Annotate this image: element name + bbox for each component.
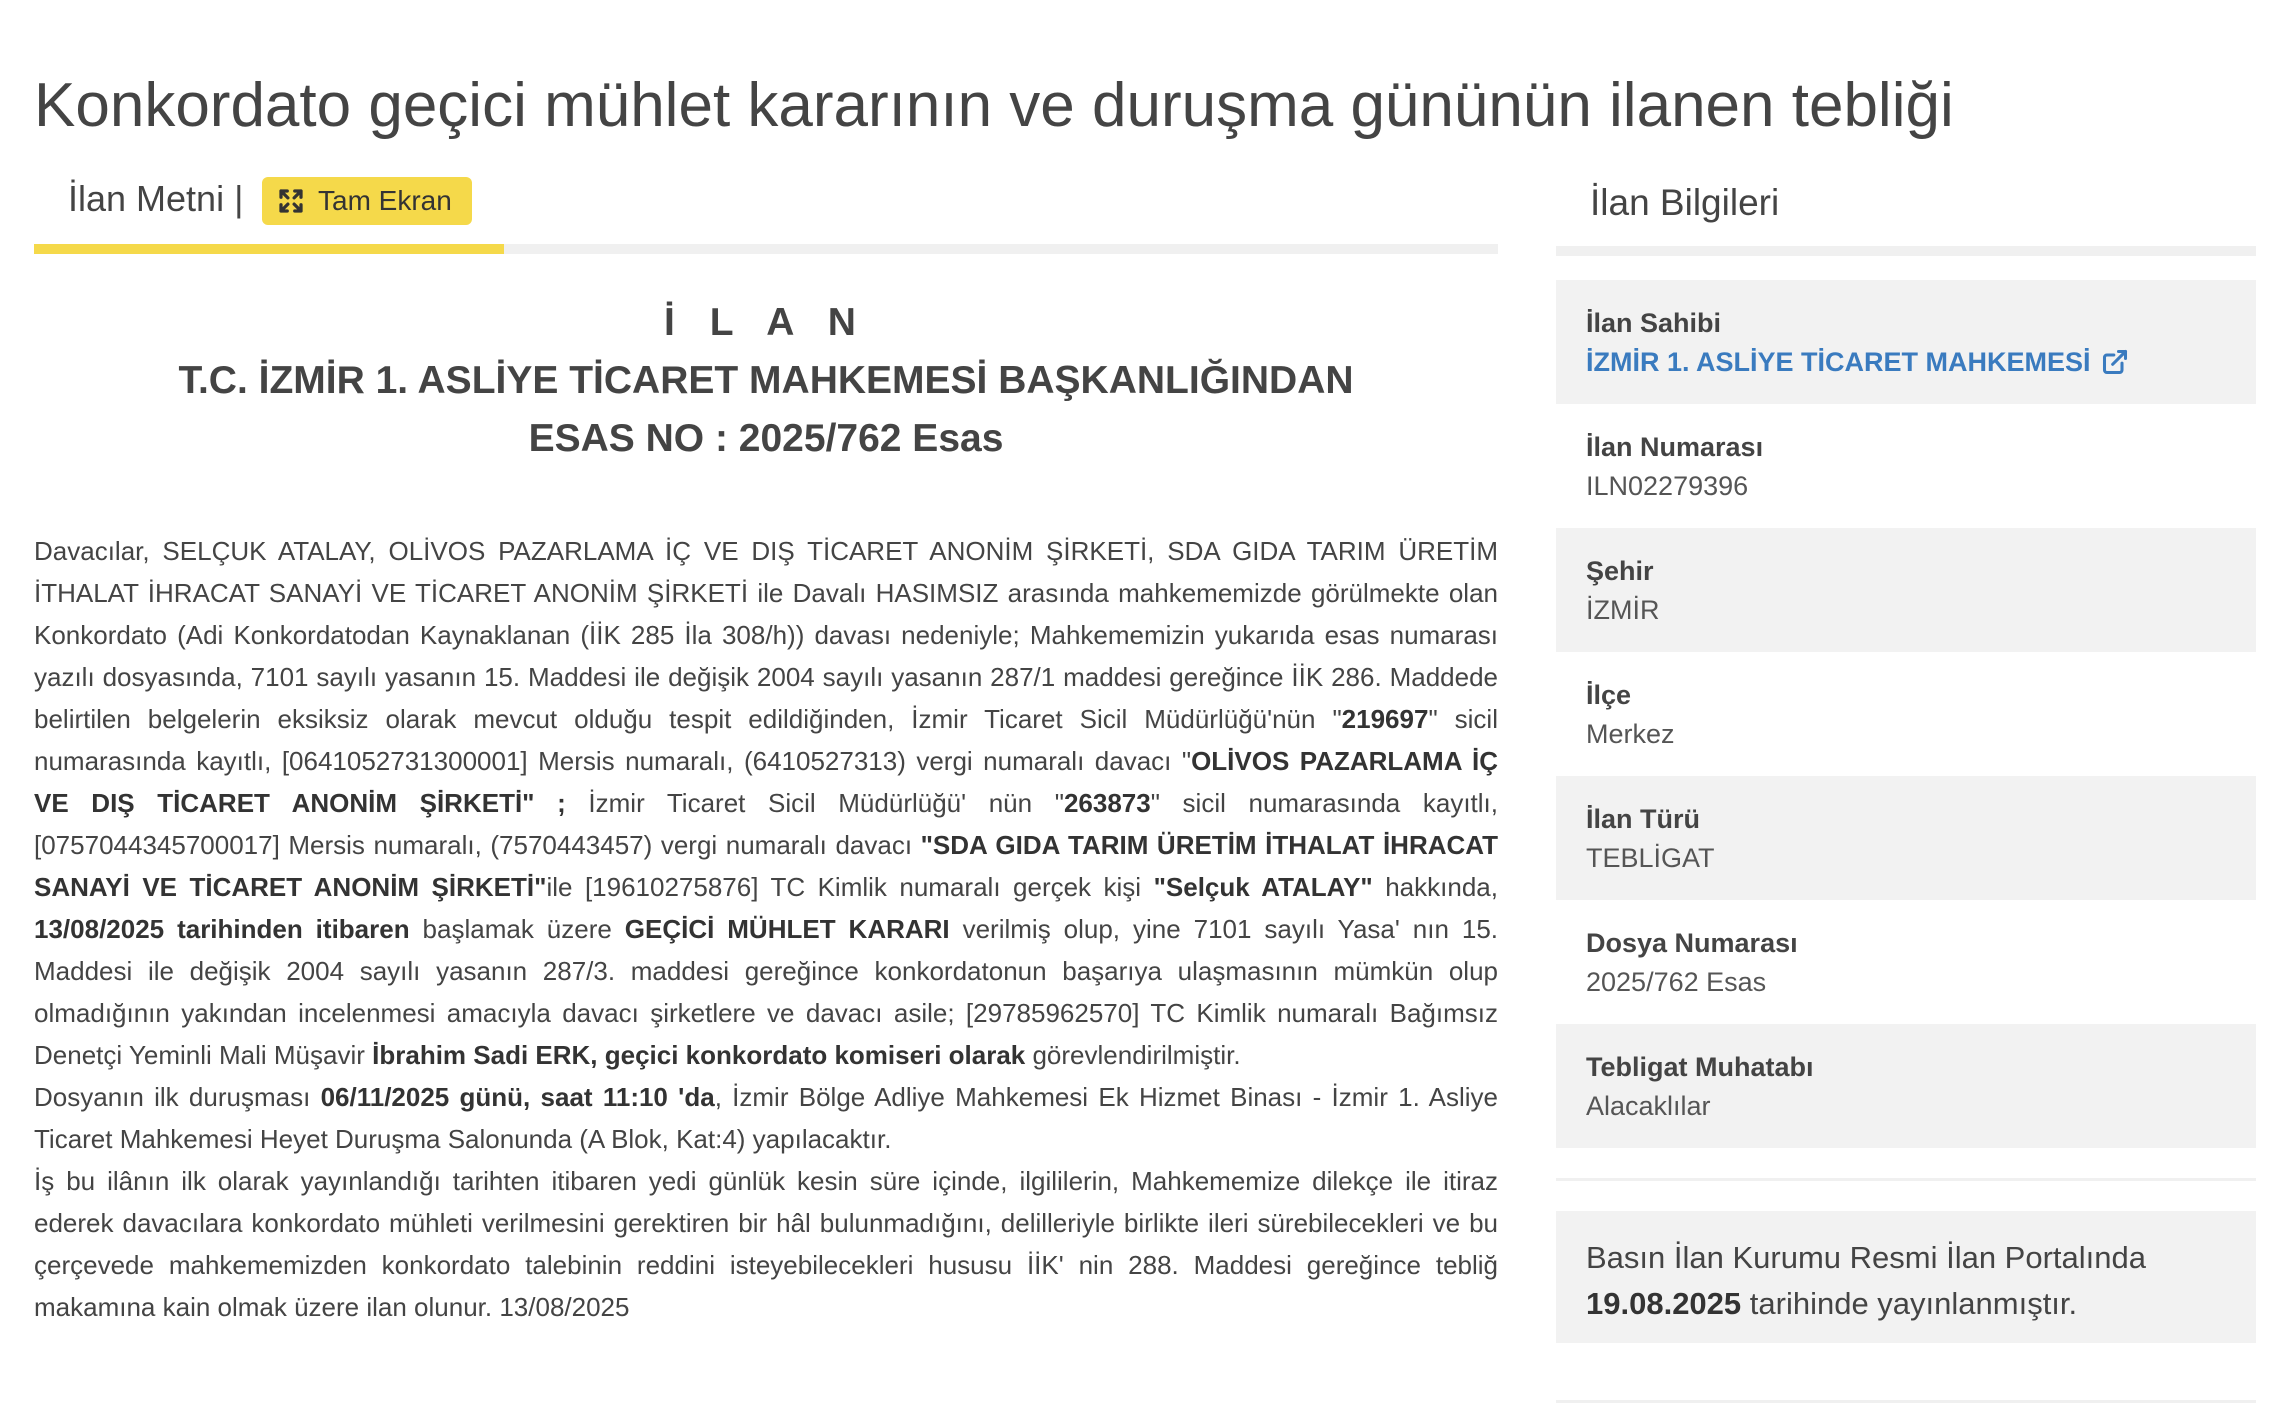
page-title: Konkordato geçici mühlet kararının ve duruşma gününün ilanen tebliği <box>34 70 1954 140</box>
publication-date: 19.08.2025 <box>1586 1286 1742 1321</box>
info-column <box>1556 150 2256 1343</box>
notice-paragraph-3: İş bu ilânın ilk olarak yayınlandığı tarihten itibaren yedi günlük kesin süre içinde, ilgililerin, Mahkememize dilekçe ile itiraz ederek davacılara konkordato mühleti verilmesini gerektiren bir hâl bulunmadığını, delilleriyle birlikte ileri sürebilecekleri ve bu çerçevede mahkememizden konkordato talebinin reddini isteyebilecekleri hususu İİK' nin 288. Maddesi gereğince tebliğ makamına kain olmak üzere ilan olunur. 13/08/2025 <box>34 1166 1498 1322</box>
bottom-divider <box>1556 1400 2256 1403</box>
publication-prefix: Basın İlan Kurumu Resmi İlan Portalında <box>1586 1240 2146 1275</box>
info-label: İlan Sahibi <box>1586 308 1722 338</box>
info-item-owner <box>1556 280 2256 404</box>
info-value: TEBLİGAT <box>1586 843 1715 873</box>
notice-case-number: ESAS NO : 2025/762 Esas <box>528 417 1004 460</box>
info-value: Alacaklılar <box>1586 1091 1711 1121</box>
publication-suffix: tarihinde yayınlanmıştır. <box>1741 1286 2078 1321</box>
info-item-file-number <box>1556 900 2256 1024</box>
notice-body <box>34 530 1498 1328</box>
notice-paragraph-1: Davacılar, SELÇUK ATALAY, OLİVOS PAZARLAMA İÇ VE DIŞ TİCARET ANONİM ŞİRKETİ, SDA GIDA TARIM ÜRETİM İTHALAT İHRACAT SANAYİ VE TİCARET ANONİM ŞİRKETİ ile Davalı HASIMSIZ arasında mahkememizde görülmekte olan Konkordato (Adi Konkordatodan Kaynaklanan (İİK 285 İla 308/h)) davası nedeniyle; Mahkememizin yukarıda esas numarası yazılı dosyasında, 7101 sayılı yasanın 15. Maddesi ile değişik 2004 sayılı yasanın 287/1 maddesi gereğince İİK 286. Maddede belirtilen belgelerin eksiksiz olarak mevcut olduğu tespit edildiğinden, İzmir Ticaret Sicil Müdürlüğü'nün "219697" sicil numarasında kayıtlı, [0641052731300001] Mersis numaralı, (6410527313) vergi numaralı davacı "OLİVOS PAZARLAMA İÇ VE DIŞ TİCARET ANONİM ŞİRKETİ" ; İzmir Ticaret Sicil Müdürlüğü' nün "263873" sicil numarasında kayıtlı, [0757044345700017] Mersis numaralı, (7570443457) vergi numaralı davacı "SDA GIDA TARIM ÜRETİM İTHALAT İHRACAT SANAYİ VE TİCARET ANONİM ŞİRKETİ"ile [19610275876] TC Kimlik numaralı gerçek kişi "Selçuk ATALAY" hakkında, 13/08/2025 tarihinden itibaren başlamak üzere GEÇİCİ MÜHLET KARARI verilmiş olup, yine 7101 sayılı Yasa' nın 15. Maddesi ile değişik 2004 sayılı yasanın 287/3. maddesi gereğince konkordatonun başarıya ulaşmasının mümkün olup olmadığının yakından incelenmesi amacıyla davacı şirketlere ve davacı asile; [29785962570] TC Kimlik numaralı Bağımsız Denetçi Yeminli Mali Müşavir İbrahim Sadi ERK, geçici konkordato komiseri olarak görevlendirilmiştir. <box>34 536 1499 1070</box>
expand-arrows-icon <box>276 186 306 216</box>
info-value: İZMİR <box>1586 595 1660 625</box>
info-label: İlçe <box>1586 680 1632 710</box>
notice-court: T.C. İZMİR 1. ASLİYE TİCARET MAHKEMESİ BAŞKANLIĞINDAN <box>178 359 1354 402</box>
info-underline <box>1556 246 2256 256</box>
info-value: Merkez <box>1586 719 1675 749</box>
notice-tab-bar <box>34 150 1498 254</box>
external-link-icon <box>2101 348 2129 376</box>
info-label: Tebligat Muhatabı <box>1586 1052 1814 1082</box>
info-value: 2025/762 Esas <box>1586 967 1767 997</box>
publication-notice <box>1556 1211 2256 1343</box>
info-item-notice-number <box>1556 404 2256 528</box>
tab-active-indicator <box>34 244 504 254</box>
info-item-notice-type <box>1556 776 2256 900</box>
info-label: Şehir <box>1586 556 1654 586</box>
info-divider <box>1556 1178 2256 1181</box>
info-header <box>1556 150 2256 256</box>
notice-paragraph-2: Dosyanın ilk duruşması 06/11/2025 günü, saat 11:10 'da, İzmir Bölge Adliye Mahkemesi Ek Hizmet Binası - İzmir 1. Asliye Ticaret Mahkemesi Heyet Duruşma Salonunda (A Blok, Kat:4) yapılacaktır. <box>34 1082 1498 1154</box>
info-item-recipient <box>1556 1024 2256 1148</box>
info-label: İlan Türü <box>1586 804 1700 834</box>
info-list <box>1556 280 2256 1148</box>
tab-notice-text[interactable]: İlan Metni | <box>68 178 244 219</box>
owner-link[interactable] <box>1586 342 2226 382</box>
owner-link-text: İZMİR 1. ASLİYE TİCARET MAHKEMESİ <box>1586 347 2091 377</box>
info-item-city <box>1556 528 2256 652</box>
notice-column <box>34 150 1498 1328</box>
info-label: İlan Numarası <box>1586 432 1764 462</box>
notice-header <box>34 294 1498 468</box>
notice-heading: İ L A N <box>664 301 868 344</box>
info-value: ILN02279396 <box>1586 471 1749 501</box>
fullscreen-button[interactable] <box>262 177 472 225</box>
info-title: İlan Bilgileri <box>1590 182 1780 223</box>
info-item-district <box>1556 652 2256 776</box>
fullscreen-button-label: Tam Ekran <box>318 185 452 216</box>
info-label: Dosya Numarası <box>1586 928 1798 958</box>
